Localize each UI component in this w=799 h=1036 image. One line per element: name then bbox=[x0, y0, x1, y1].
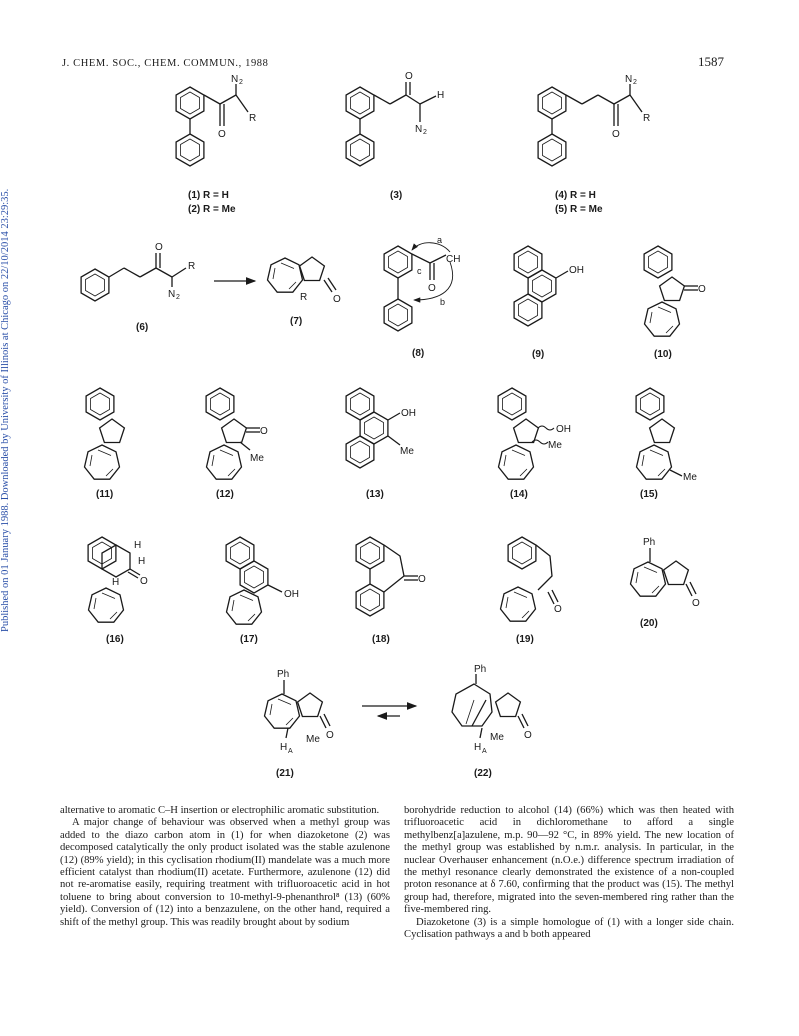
h-atom: H bbox=[134, 540, 142, 551]
ha-atom: H bbox=[474, 742, 482, 753]
compound-4-5-structure bbox=[538, 84, 642, 166]
o-atom: O bbox=[155, 242, 163, 253]
ha-subscript: A bbox=[482, 748, 487, 755]
h-atom: H bbox=[437, 90, 445, 101]
oh-group: OH bbox=[569, 265, 584, 276]
compound-21-label: (21) bbox=[276, 768, 294, 779]
compound-19-structure bbox=[501, 537, 559, 621]
compound-20-label: (20) bbox=[640, 618, 658, 629]
paragraph: Diazoketone (3) is a simple homologue of (1) with a longer side chain. Cyclisation pathways a and b both appeared bbox=[404, 916, 734, 941]
compound-15-structure bbox=[636, 388, 682, 479]
paragraph: alternative to aromatic C–H insertion or electrophilic aromatic substitution. bbox=[60, 805, 380, 816]
compound-19-label: (19) bbox=[516, 634, 534, 645]
compound-3-label: (3) bbox=[390, 190, 403, 201]
methyl-group: Me bbox=[400, 446, 414, 457]
pathway-c: c bbox=[417, 266, 422, 276]
o-atom: O bbox=[140, 576, 148, 587]
compound-11-structure bbox=[85, 388, 125, 479]
compound-22-structure bbox=[452, 674, 528, 738]
download-notice: Published on 01 January 1988. Downloaded by University of Illinois at Chicago on 22/10/2014 23:29:35. bbox=[0, 188, 11, 632]
oh-group: OH bbox=[284, 589, 299, 600]
compound-22-label: (22) bbox=[474, 768, 492, 779]
compound-10-structure bbox=[644, 246, 698, 336]
compound-14-label: (14) bbox=[510, 489, 528, 500]
o-atom: O bbox=[218, 129, 226, 140]
methyl-group: Me bbox=[306, 734, 320, 745]
n2-subscript: 2 bbox=[239, 79, 243, 86]
pathway-b: b bbox=[440, 297, 446, 307]
compound-12-label: (12) bbox=[216, 489, 234, 500]
phenyl-group: Ph bbox=[474, 664, 487, 675]
compound-14-structure bbox=[498, 388, 554, 479]
h-atom: H bbox=[138, 556, 146, 567]
page-number: 1587 bbox=[698, 54, 724, 69]
compound-2-label: (2) R = Me bbox=[188, 204, 236, 215]
o-atom: O bbox=[333, 294, 341, 305]
oh-group: OH bbox=[401, 408, 416, 419]
compound-13-structure bbox=[346, 388, 400, 468]
ha-subscript: A bbox=[288, 748, 293, 755]
compound-5-label: (5) R = Me bbox=[555, 204, 603, 215]
compound-4-label: (4) R = H bbox=[555, 190, 596, 201]
r-atom: R bbox=[249, 113, 257, 124]
o-atom: O bbox=[405, 71, 413, 82]
n2-atom: N bbox=[625, 74, 633, 85]
compound-17-label: (17) bbox=[240, 634, 258, 645]
o-atom: O bbox=[524, 730, 532, 741]
phenyl-group: Ph bbox=[643, 537, 656, 548]
equilibrium-arrows bbox=[362, 706, 416, 716]
methyl-group: Me bbox=[548, 440, 562, 451]
n2-subscript: 2 bbox=[423, 129, 427, 136]
compound-10-label: (10) bbox=[654, 349, 672, 360]
paragraph: borohydride reduction to alcohol (14) (66%) which was then heated with trifluoroacetic acid in dichloromethane to afford a single methylbenz[a]azulene, m.p. 90—92 °C, in 89% yield. The new location of the methyl group was established by n.m.r. analysis. In particular, in the nuclear Overhauser enhancement (n.O.e.) difference spectrum irradiation of the methyl resonance clearly demonstrated the existence of a non-coupled proton resonance at δ 7.60, confirming that the product was (15). The methyl group had, therefore, migrated into the seven-membered ring rather than the five-membered ring. bbox=[404, 805, 734, 916]
compound-16-label: (16) bbox=[106, 634, 124, 645]
o-atom: O bbox=[554, 604, 562, 615]
compound-15-label: (15) bbox=[640, 489, 658, 500]
methyl-group: Me bbox=[490, 732, 504, 743]
r-atom: R bbox=[300, 292, 308, 303]
compound-11-label: (11) bbox=[96, 489, 114, 500]
n2-subscript: 2 bbox=[176, 294, 180, 301]
o-atom: O bbox=[418, 574, 426, 585]
n2-subscript: 2 bbox=[633, 79, 637, 86]
n2-atom: N bbox=[231, 74, 239, 85]
compound-3-structure bbox=[346, 82, 436, 166]
ha-atom: H bbox=[280, 742, 288, 753]
compound-1-label: (1) R = H bbox=[188, 190, 229, 201]
phenyl-group: Ph bbox=[277, 669, 290, 680]
pathway-a: a bbox=[437, 235, 443, 245]
o-atom: O bbox=[428, 283, 436, 294]
compound-21-structure bbox=[265, 680, 331, 738]
compound-12-structure bbox=[206, 388, 260, 479]
h-atom: H bbox=[112, 577, 120, 588]
o-atom: O bbox=[692, 598, 700, 609]
compound-17-structure bbox=[226, 537, 282, 624]
n2-atom: N bbox=[168, 289, 176, 300]
n2-atom: N bbox=[415, 124, 423, 135]
compound-9-structure bbox=[514, 246, 568, 326]
compound-13-label: (13) bbox=[366, 489, 384, 500]
compound-20-structure bbox=[631, 548, 697, 596]
o-atom: O bbox=[612, 129, 620, 140]
methyl-group: Me bbox=[250, 453, 264, 464]
compound-1-2-structure bbox=[176, 84, 248, 166]
o-atom: O bbox=[326, 730, 334, 741]
compound-18-label: (18) bbox=[372, 634, 390, 645]
paragraph: A major change of behaviour was observed when a methyl group was added to the diazo carbon atom in (1) for when diazoketone (2) was decomposed catalytically the only product isolated was the stable azulenone (12) (89% yield); in this cyclisation rhodium(II) mandelate was a much more efficient catalyst than rhodium(II) acetate. Furthermore, azulenone (12) did not re-aromatise easily, requiring treatment with trifluoroacetic acid in hot toluene to bring about conversion to 10-methyl-9-phenanthrol⁸ (13) (60% yield). Conversion of (12) into a benzazulene, on the other hand, required a shift of the methyl group. This was readily brought about by sodium bbox=[60, 817, 390, 928]
compound-9-label: (9) bbox=[532, 349, 545, 360]
compound-7-label: (7) bbox=[290, 316, 303, 327]
r-atom: R bbox=[643, 113, 651, 124]
body-column-left bbox=[60, 805, 390, 929]
compound-8-label: (8) bbox=[412, 348, 425, 359]
compound-8-structure bbox=[384, 243, 453, 331]
o-atom: O bbox=[698, 284, 706, 295]
running-head: J. CHEM. SOC., CHEM. COMMUN., 1988 bbox=[62, 58, 269, 69]
body-column-right bbox=[404, 805, 734, 941]
compound-6-label: (6) bbox=[136, 322, 149, 333]
compound-18-structure bbox=[356, 537, 418, 616]
carbene-ch: CH bbox=[446, 254, 461, 265]
r-atom: R bbox=[188, 261, 196, 272]
compound-7-structure bbox=[268, 257, 337, 292]
o-atom: O bbox=[260, 426, 268, 437]
methyl-group: Me bbox=[683, 472, 697, 483]
oh-group: OH bbox=[556, 424, 571, 435]
